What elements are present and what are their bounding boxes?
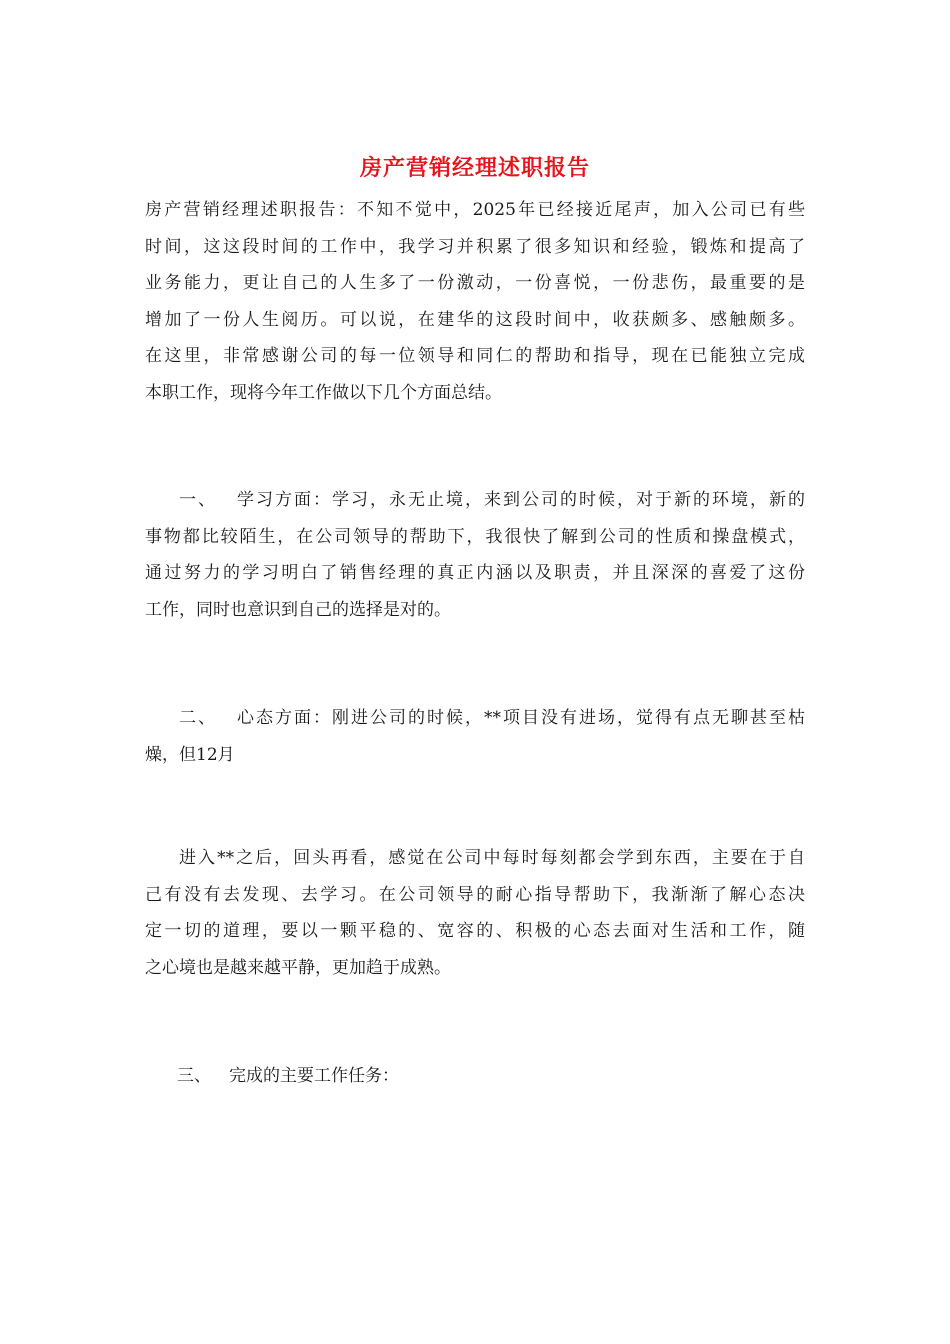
text-line: 己有没有去发现、去学习。在公司领导的耐心指导帮助下，我渐渐了解心态决 [145, 884, 805, 905]
text-line: 业务能力，更让自己的人生多了一份激动，一份喜悦，一份悲伤，最重要的是 [145, 273, 805, 293]
text-line: 在这里，非常感谢公司的每一位领导和同仁的帮助和指导，现在已能独立完成 [145, 346, 805, 366]
section-number: 一、 [177, 490, 217, 510]
intro-paragraph [145, 192, 805, 411]
text-line: 燥，但12月 [145, 744, 235, 765]
text-line: 通过努力的学习明白了销售经理的真正内涵以及职责，并且深深的喜爱了这份 [145, 563, 805, 583]
section-first-line: 学习方面：学习，永无止境，来到公司的时候，对于新的环境，新的 [235, 490, 805, 510]
text-line-content: 进入**之后，回头再看，感觉在公司中每时每刻都会学到东西，主要在于自 [177, 848, 805, 868]
study-section-paragraph [145, 482, 805, 628]
text-line: 增加了一份人生阅历。可以说，在建华的这段时间中，收获颇多、感触颇多。 [145, 309, 805, 330]
section-heading-line [145, 700, 805, 737]
text-line: 定一切的道理，要以一颗平稳的、宽容的、积极的心态去面对生活和工作，随 [145, 921, 805, 941]
document-title: 房产营销经理述职报告 [359, 155, 590, 181]
section-heading-line [145, 482, 805, 519]
section-first-line: 心态方面：刚进公司的时候，**项目没有进场，觉得有点无聊甚至枯 [235, 708, 805, 728]
text-line: 事物都比较陌生，在公司领导的帮助下，我很快了解到公司的性质和操盘模式， [145, 526, 805, 547]
continuation-paragraph [145, 840, 805, 986]
mindset-section-paragraph [145, 700, 805, 773]
section-heading-line [145, 1058, 805, 1095]
text-line: 之心境也是越来越平静，更加趋于成熟。 [145, 957, 451, 978]
text-line: 时间，这这段时间的工作中，我学习并积累了很多知识和经验，锻炼和提高了 [145, 236, 805, 257]
text-line: 房产营销经理述职报告：不知不觉中，2025年已经接近尾声，加入公司已有些 [145, 200, 805, 220]
text-line [145, 840, 805, 877]
section-number: 三、 [177, 1066, 211, 1086]
section-first-line: 完成的主要工作任务： [229, 1066, 399, 1086]
text-line: 本职工作，现将今年工作做以下几个方面总结。 [145, 382, 502, 403]
text-line: 工作，同时也意识到自己的选择是对的。 [145, 599, 451, 620]
tasks-section-paragraph [145, 1058, 805, 1095]
section-number: 二、 [177, 708, 217, 728]
